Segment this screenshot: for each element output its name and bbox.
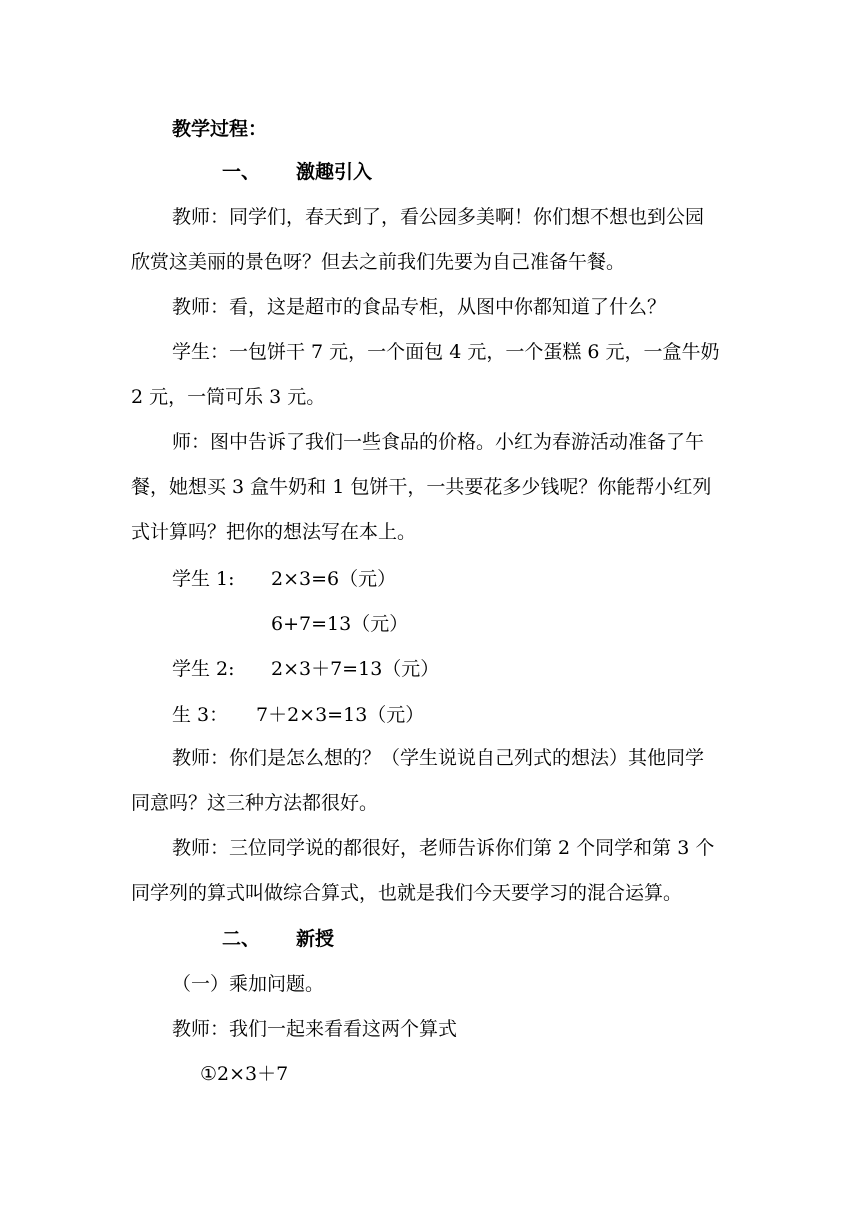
- paragraph-4-line-2: 餐，她想买 3 盒牛奶和 1 包饼干，一共要花多少钱呢？你能帮小红列: [131, 476, 712, 498]
- paragraph-1-line-1: 教师：同学们，春天到了，看公园多美啊！你们想不想也到公园: [172, 206, 705, 228]
- student-2-equation: 2×3＋7=13（元）: [271, 658, 440, 680]
- paragraph-3-line-1: 学生：一包饼干 7 元，一个面包 4 元，一个蛋糕 6 元，一盒牛奶: [172, 341, 720, 363]
- student-2-label: 学生 2:: [172, 658, 235, 680]
- section-heading: 教学过程：: [172, 118, 268, 140]
- student-1-equation-1: 2×3=6（元）: [271, 568, 397, 590]
- part2-title: 新授: [296, 928, 335, 950]
- part2-number: 二、: [222, 928, 261, 950]
- part1-title: 激趣引入: [296, 161, 373, 183]
- part1-number: 一、: [222, 161, 261, 183]
- paragraph-4-line-1: 师：图中告诉了我们一些食品的价格。小红为春游活动准备了午: [172, 431, 705, 453]
- paragraph-7: 教师：我们一起来看看这两个算式: [172, 1018, 458, 1040]
- paragraph-2: 教师：看，这是超市的食品专柜，从图中你都知道了什么？: [172, 296, 667, 318]
- paragraph-3-line-2: 2 元，一筒可乐 3 元。: [131, 386, 326, 408]
- part1-heading: [222, 159, 372, 185]
- formula-1: ①2×3＋7: [200, 1063, 289, 1085]
- paragraph-4-line-3: 式计算吗？把你的想法写在本上。: [131, 521, 417, 543]
- subsection-1-heading: （一）乘加问题。: [172, 973, 325, 995]
- student-1-equation-2: 6+7=13（元）: [271, 613, 409, 635]
- student-1-label: 学生 1:: [172, 568, 235, 590]
- paragraph-5-line-2: 同意吗？这三种方法都很好。: [131, 792, 379, 814]
- paragraph-1-line-2: 欣赏这美丽的景色呀？但去之前我们先要为自己准备午餐。: [131, 251, 626, 273]
- student-3-equation: 7＋2×3=13（元）: [256, 704, 425, 726]
- paragraph-6-line-2: 同学列的算式叫做综合算式，也就是我们今天要学习的混合运算。: [131, 882, 683, 904]
- part2-heading: [222, 926, 334, 952]
- paragraph-5-line-1: 教师：你们是怎么想的？（学生说说自己列式的想法）其他同学: [172, 747, 705, 769]
- student-3-label: 生 3：: [172, 704, 229, 726]
- paragraph-6-line-1: 教师：三位同学说的都很好，老师告诉你们第 2 个同学和第 3 个: [172, 837, 715, 859]
